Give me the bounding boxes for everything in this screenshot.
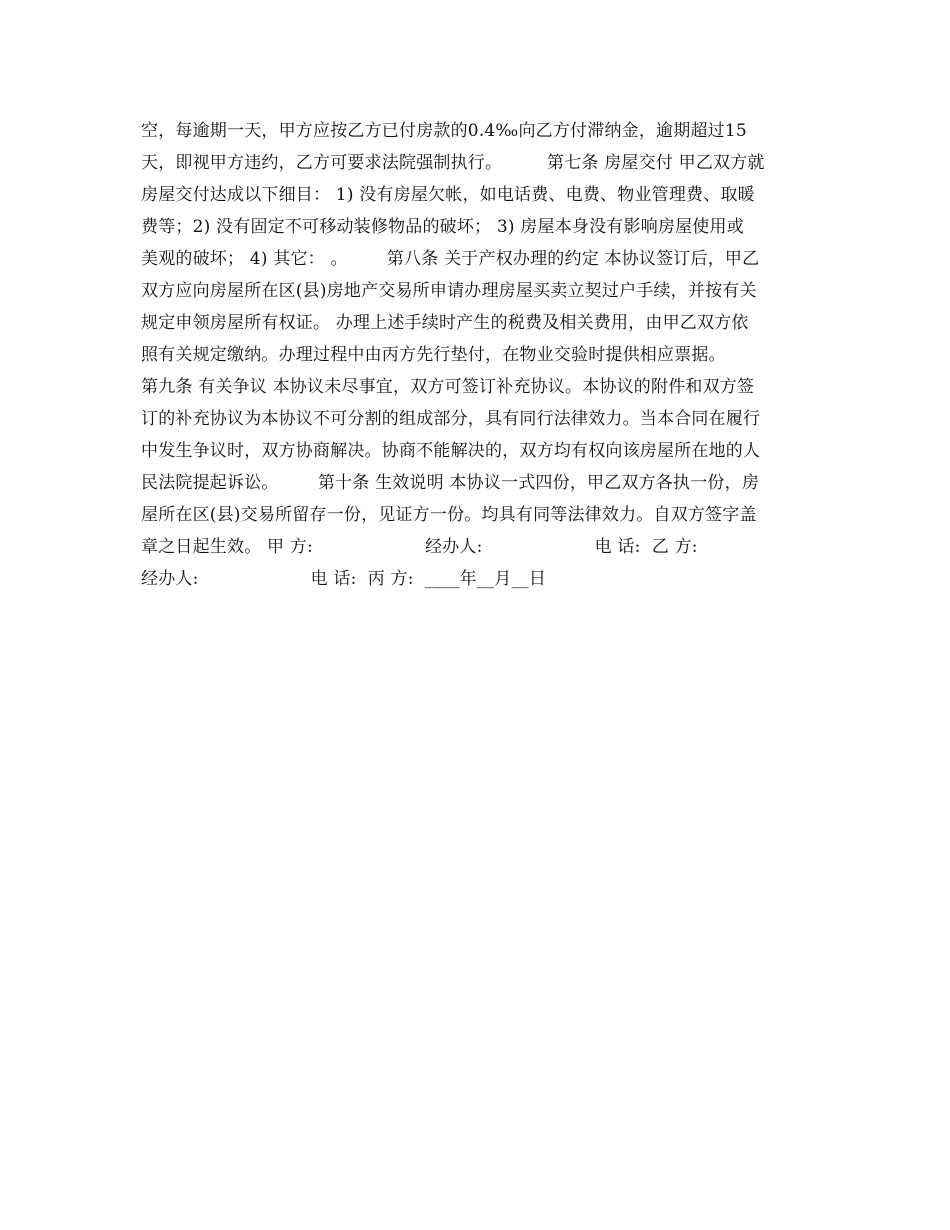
text-line: 天，即视甲方违约，乙方可要求法院强制执行。 第七条 房屋交付 甲乙双方就 [141, 153, 765, 173]
text-line: 订的补充协议为本协议不可分割的组成部分，具有同行法律效力。当本合同在履行 [141, 409, 761, 429]
text-line: 中发生争议时，双方协商解决。协商不能解决的，双方均有权向该房屋所在地的人 [141, 441, 761, 461]
text-line: 屋所在区(县)交易所留存一份，见证方一份。均具有同等法律效力。自双方签字盖 [141, 505, 757, 525]
text-line: 第九条 有关争议 本协议未尽事宜，双方可签订补充协议。本协议的附件和双方签 [141, 377, 755, 397]
text-line: 空，每逾期一天，甲方应按乙方已付房款的0.4‰向乙方付滞纳金，逾期超过15 [141, 121, 747, 141]
text-line: 双方应向房屋所在区(县)房地产交易所申请办理房屋买卖立契过户手续，并按有关 [141, 281, 757, 301]
text-line: 房屋交付达成以下细目： 1) 没有房屋欠帐，如电话费、电费、物业管理费、取暖 [141, 185, 755, 205]
text-line: 美观的破坏； 4) 其它： 。 第八条 关于产权办理的约定 本协议签订后，甲乙 [141, 249, 760, 269]
text-line: 规定申领房屋所有权证。 办理上述手续时产生的税费及相关费用，由甲乙双方依 [141, 313, 749, 333]
text-line: 民法院提起诉讼。 第十条 生效说明 本协议一式四份，甲乙双方各执一份，房 [141, 473, 760, 493]
text-line: 经办人: 电 话: 丙 方: ____年__月__日 [141, 569, 547, 589]
text-line: 章之日起生效。 甲 方: 经办人: 电 话: 乙 方: [141, 537, 698, 557]
text-line: 费等；2) 没有固定不可移动装修物品的破坏； 3) 房屋本身没有影响房屋使用或 [141, 217, 744, 237]
text-line: 照有关规定缴纳。办理过程中由丙方先行垫付，在物业交验时提供相应票据。 [141, 345, 726, 365]
